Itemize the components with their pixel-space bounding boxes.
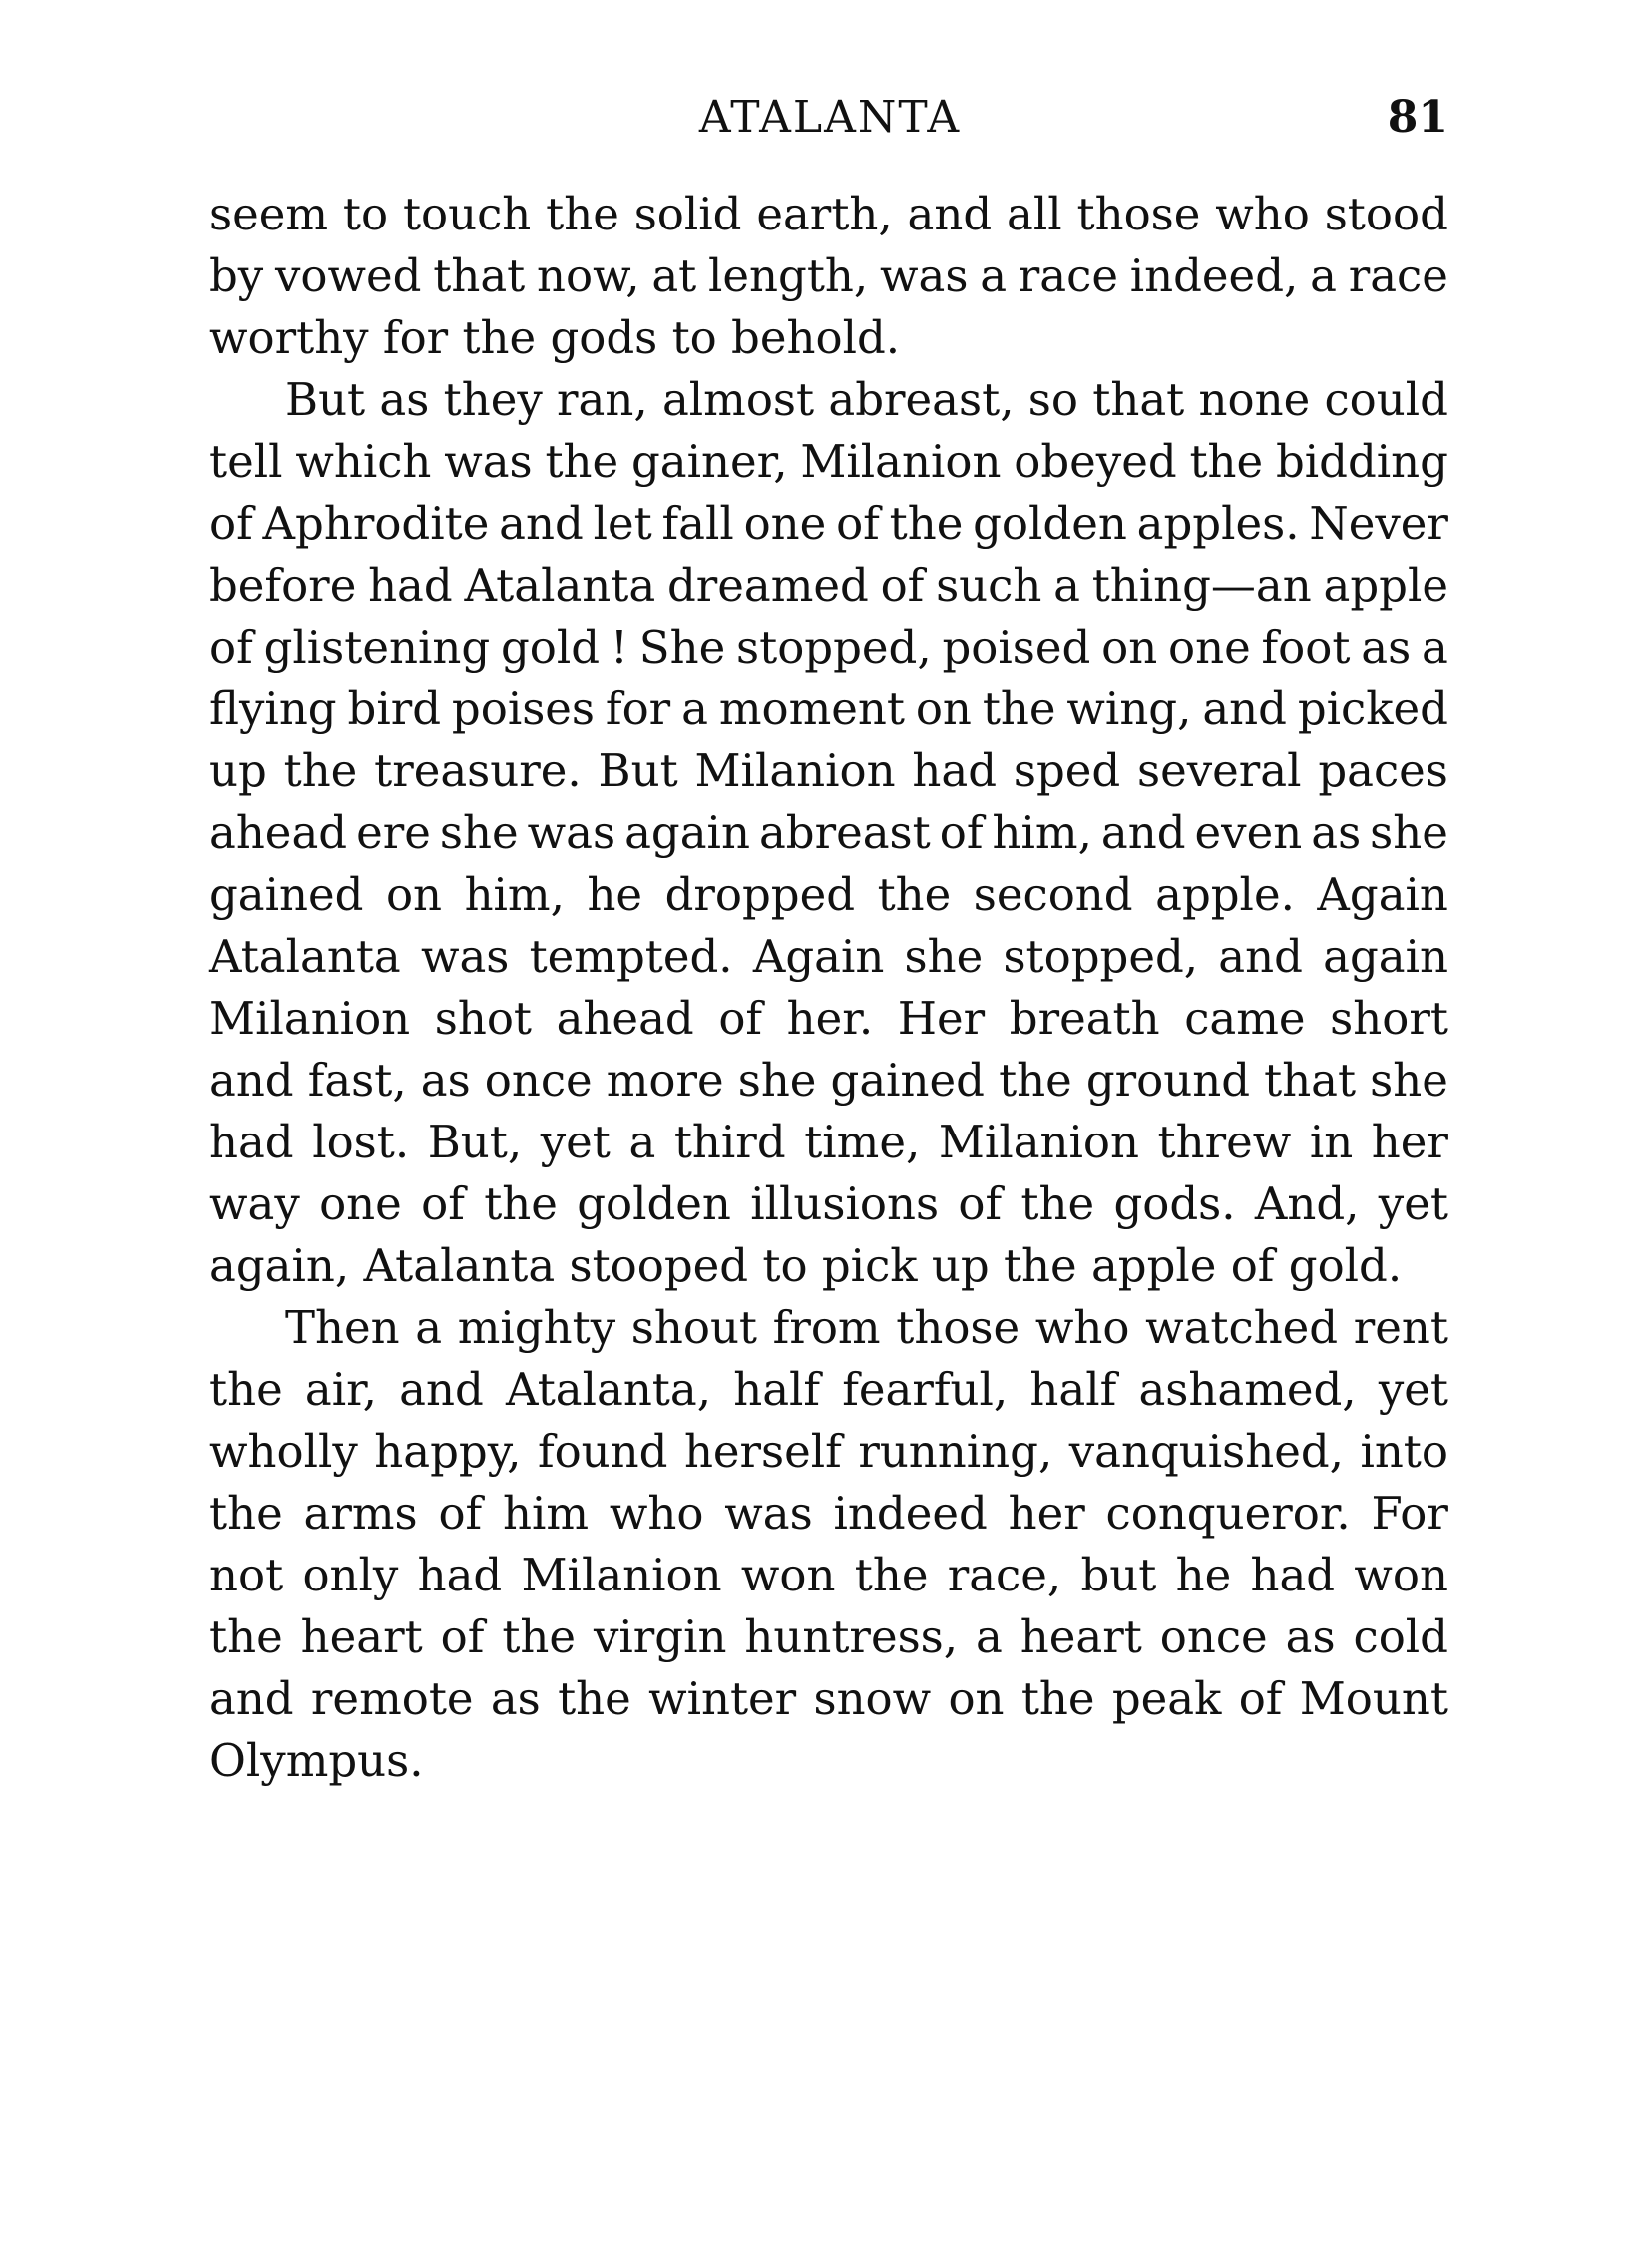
paragraph	[209, 369, 1448, 1297]
text-line: Olympus.	[209, 1734, 424, 1787]
text-line: of Aphrodite and let fall one of the golden apples. Never	[209, 497, 1448, 550]
text-line: flying bird poises for a moment on the wing, and picked	[209, 682, 1448, 735]
body-text	[209, 184, 1448, 1792]
text-line: Atalanta was tempted. Again she stopped, and again	[209, 930, 1448, 983]
text-line: before had Atalanta dreamed of such a thing—an apple	[209, 559, 1448, 612]
text-line: had lost. But, yet a third time, Milanion threw in her	[209, 1116, 1448, 1168]
text-line: wholly happy, found herself running, vanquished, into	[209, 1425, 1448, 1478]
text-line: the heart of the virgin huntress, a heart once as cold	[209, 1610, 1448, 1663]
text-line: Milanion shot ahead of her. Her breath came short	[209, 992, 1448, 1045]
text-line: the air, and Atalanta, half fearful, half ashamed, yet	[209, 1363, 1448, 1416]
text-line: up the treasure. But Milanion had sped several paces	[209, 744, 1448, 797]
running-head	[211, 92, 1448, 152]
text-line: and remote as the winter snow on the peak of Mount	[209, 1672, 1448, 1725]
text-line: seem to touch the solid earth, and all those who stood	[209, 188, 1448, 240]
text-line: worthy for the gods to behold.	[209, 311, 901, 364]
page-number: 81	[1387, 92, 1448, 143]
paragraph	[209, 1297, 1448, 1792]
text-line: of glistening gold ! She stopped, poised on one foot as a	[209, 621, 1448, 674]
text-line: Then a mighty shout from those who watched rent	[285, 1301, 1448, 1354]
text-line: and fast, as once more she gained the ground that she	[209, 1054, 1448, 1107]
text-line: But as they ran, almost abreast, so that none could	[285, 373, 1448, 426]
text-line: again, Atalanta stooped to pick up the apple of gold.	[209, 1239, 1403, 1292]
text-line: tell which was the gainer, Milanion obeyed the bidding	[209, 435, 1448, 488]
text-line: ahead ere she was again abreast of him, and even as she	[209, 806, 1448, 859]
text-line: by vowed that now, at length, was a race indeed, a race	[209, 249, 1448, 302]
text-line: the arms of him who was indeed her conqueror. For	[209, 1487, 1448, 1540]
text-line: not only had Milanion won the race, but he had won	[209, 1549, 1448, 1601]
paragraph	[209, 184, 1448, 369]
text-line: way one of the golden illusions of the gods. And, yet	[209, 1177, 1448, 1230]
running-title: ATALANTA	[698, 92, 962, 143]
text-line: gained on him, he dropped the second apple. Again	[209, 868, 1448, 921]
